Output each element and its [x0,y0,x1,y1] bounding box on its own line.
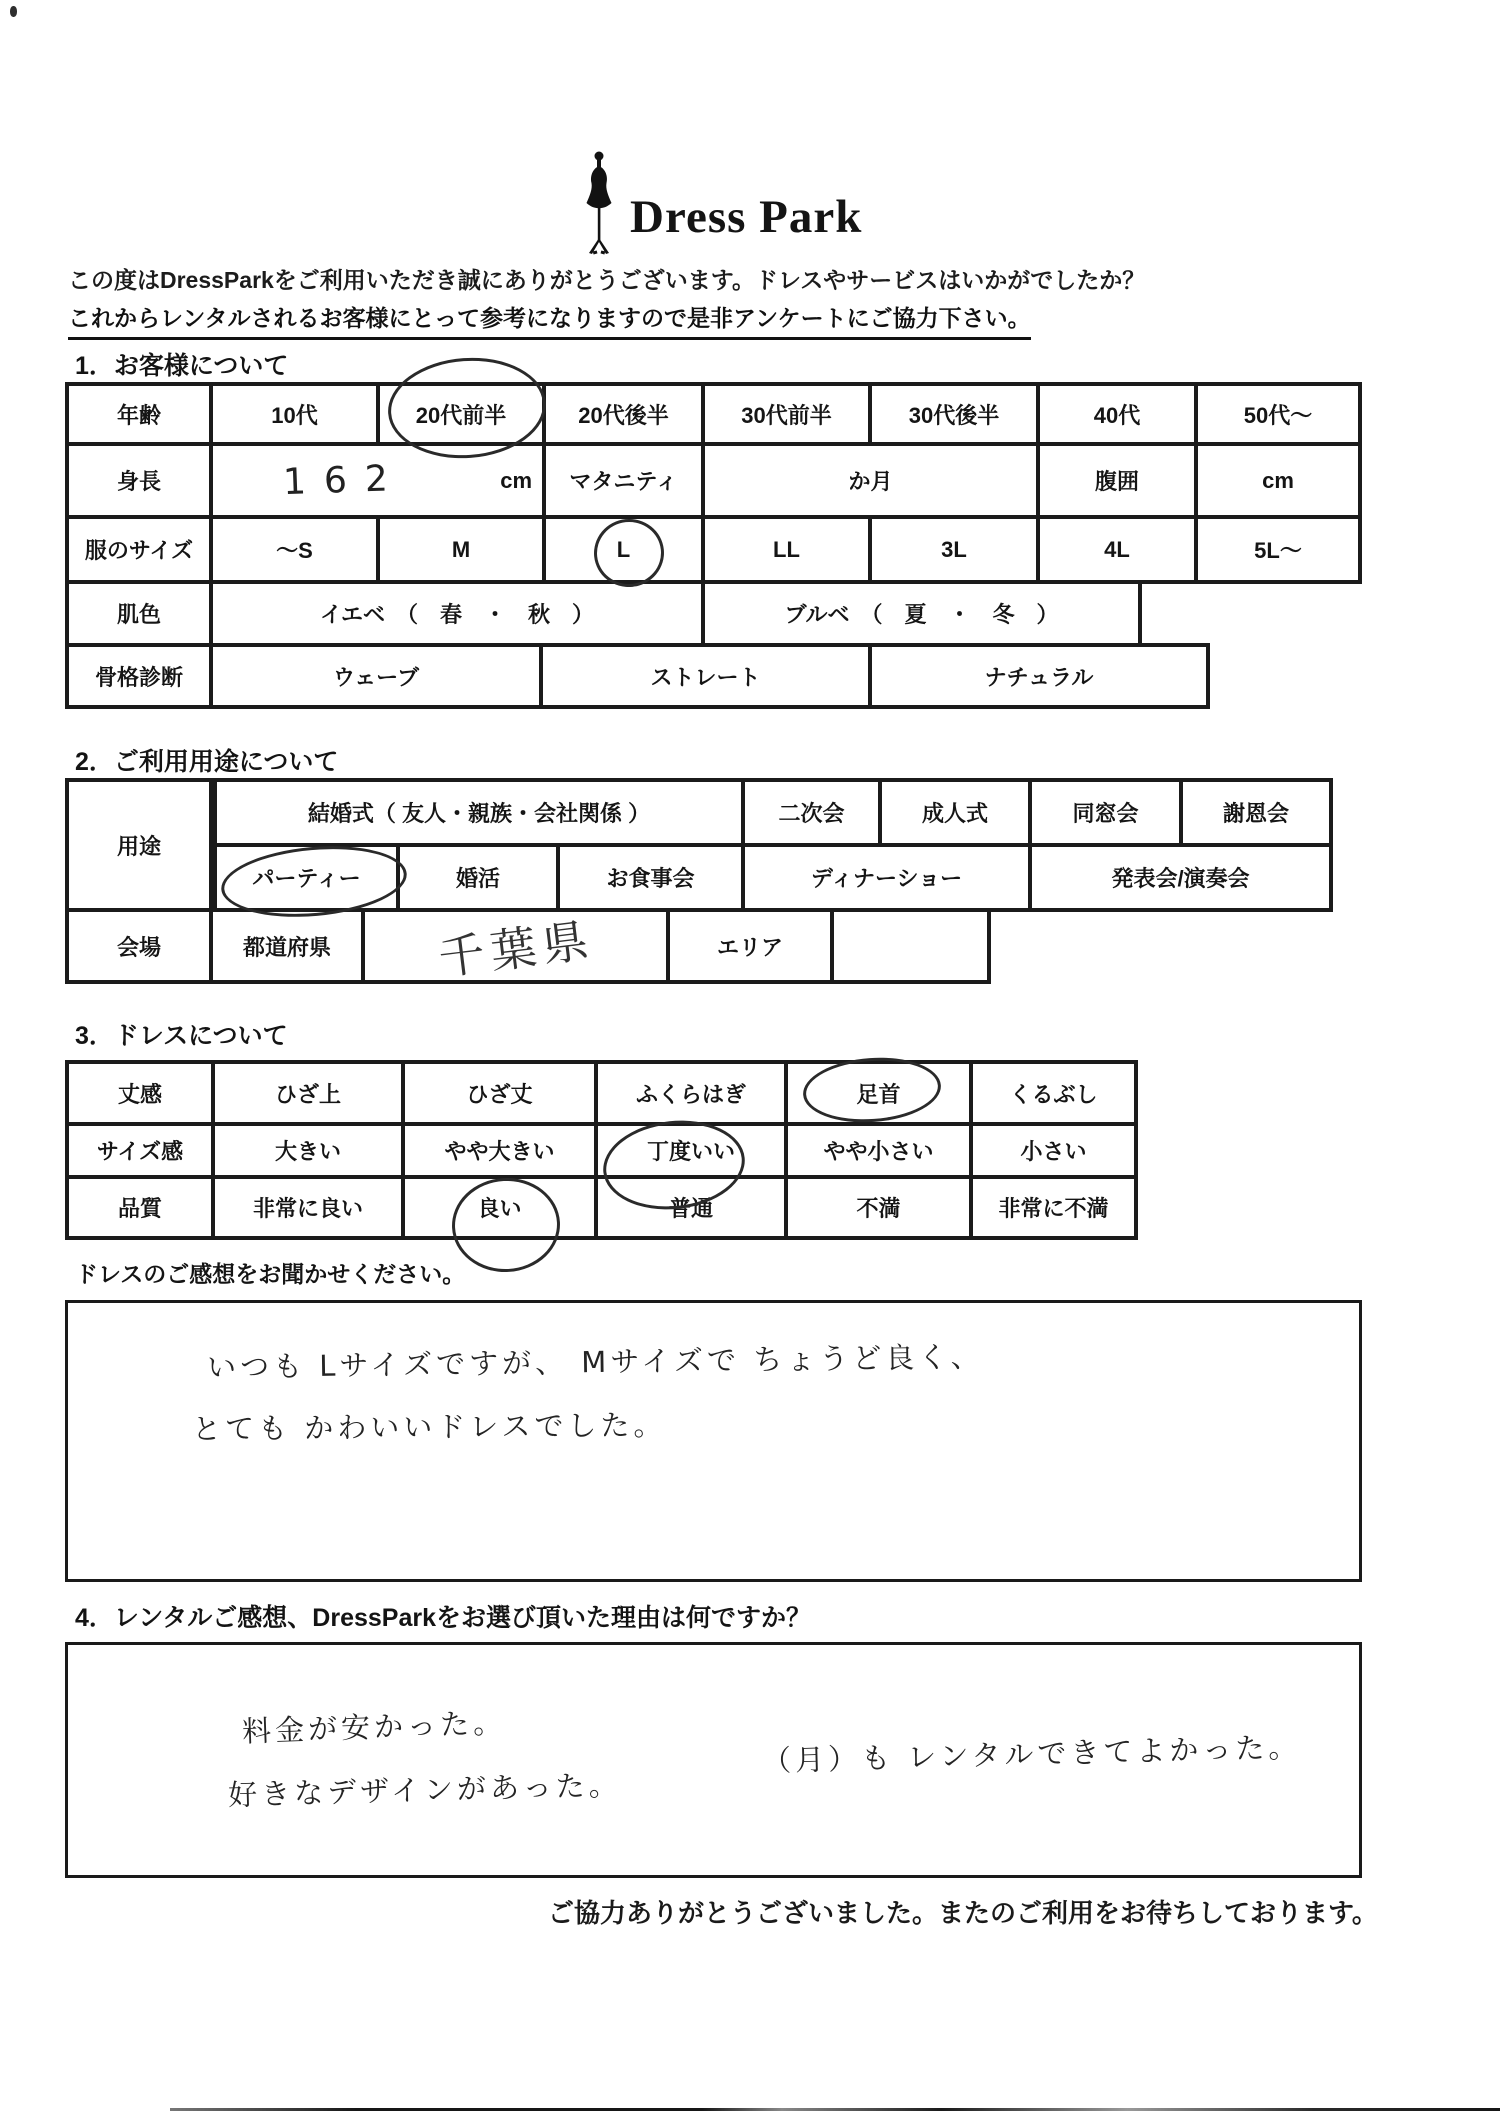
handwritten-height-value: 162 [282,457,407,504]
size-option-cell: M [380,515,546,584]
handwritten-comment-line2: とても かわいいドレスでした。 [191,1407,667,1447]
purpose-option-cell: ディナーショー [745,843,1032,912]
fit-option-cell: やや小さい [788,1122,973,1179]
quality-option-cell: 非常に不満 [973,1175,1138,1240]
skin-option-blue: ブルベ （ 夏 ・ 冬 ） [705,580,1142,647]
handwritten-prefecture: 千葉県 [435,912,597,986]
skin-row [65,580,1142,647]
height-unit: cm [500,467,532,493]
length-option-cell: 足首 [788,1060,973,1126]
purpose-option-cell: パーティー [213,843,400,912]
prefecture-label: 都道府県 [213,908,365,984]
quality-option-cell: 不満 [788,1175,973,1240]
length-label: 丈感 [65,1060,215,1126]
fit-option-cell: 丁度いい [598,1122,788,1179]
handwritten-reason-line3: （月）も レンタルできてよかった。 [761,1729,1302,1779]
purpose-option-cell: 婚活 [400,843,560,912]
brand-name: Dress Park [630,191,863,243]
quality-label: 品質 [65,1175,215,1240]
section2-title: 2．ご利用用途について [75,748,339,776]
purpose-row-1 [213,778,1333,847]
waist-unit-label: cm [1198,442,1362,519]
quality-option-cell: 非常に良い [215,1175,405,1240]
size-option-cell: 4L [1040,515,1198,584]
age-option-cell: 40代 [1040,382,1198,446]
skin-label: 肌色 [65,580,213,647]
age-option-cell: 20代前半 [380,382,546,446]
age-label: 年齢 [65,382,213,446]
fit-option-cell: 小さい [973,1122,1138,1179]
comment-prompt: ドレスのご感想をお聞かせください。 [75,1261,466,1287]
handwritten-reason-line2: 好きなデザインがあった。 [227,1767,623,1813]
waist-label: 腹囲 [1040,442,1198,519]
size-row [65,515,1362,584]
footer-thanks: ご協力ありがとうございました。またのご利用をお待ちしております。 [548,1898,1378,1928]
purpose-option-cell: 発表会/演奏会 [1032,843,1333,912]
dress-form-icon [578,150,620,258]
size-option-cell: L [546,515,705,584]
brand-logo [578,150,862,258]
frame-option-cell: ストレート [543,643,872,709]
length-option-cell: くるぶし [973,1060,1138,1126]
size-option-cell: 5L～ [1198,515,1362,584]
area-value-cell [834,908,991,984]
purpose-label: 用途 [65,778,213,912]
age-option-cell: 20代後半 [546,382,705,446]
fit-label: サイズ感 [65,1122,215,1179]
size-label: 服のサイズ [65,515,213,584]
intro-text: この度はDressParkをご利用いただき誠にありがとうございます。ドレスやサービスはいかがでしたか？ [68,267,1146,293]
venue-label: 会場 [65,908,213,984]
frame-row [65,643,1210,709]
length-option-cell: ふくらはぎ [598,1060,788,1126]
maternity-months-label: か月 [705,442,1040,519]
purpose-option-cell: 結婚式（ 友人・親族・会社関係 ） [213,778,745,847]
prefecture-value-cell [365,908,670,984]
size-option-cell: LL [705,515,872,584]
area-label: エリア [670,908,834,984]
purpose-option-cell: 同窓会 [1032,778,1183,847]
section1-title: 1．お客様について [75,352,289,380]
age-option-cell: 50代～ [1198,382,1362,446]
maternity-label: マタニティ [546,442,705,519]
age-option-cell: 10代 [213,382,380,446]
height-label: 身長 [65,442,213,519]
scan-artifact-dot [10,6,17,17]
quality-option-cell: 良い [405,1175,598,1240]
size-option-cell: ～S [213,515,380,584]
section3-title: 3．ドレスについて [75,1022,288,1050]
purpose-option-cell: お食事会 [560,843,745,912]
dress-fit-row [65,1122,1138,1179]
skin-option-yellow: イエベ （ 春 ・ 秋 ） [213,580,705,647]
age-option-cell: 30代前半 [705,382,872,446]
section4-title: 4．レンタルご感想、DressParkをお選び頂いた理由は何ですか？ [75,1604,811,1632]
purpose-option-cell: 成人式 [882,778,1032,847]
intro-underlined-text: これからレンタルされるお客様にとって参考になりますので是非アンケートにご協力下さい。 [68,300,1031,340]
height-value-cell [213,442,546,519]
quality-option-cell: 普通 [598,1175,788,1240]
size-option-cell: 3L [872,515,1040,584]
height-row [65,442,1362,519]
fit-option-cell: やや大きい [405,1122,598,1179]
scan-artifact-line [170,2108,1500,2111]
dress-length-row [65,1060,1138,1126]
venue-row [65,908,991,984]
frame-option-cell: ウェーブ [213,643,543,709]
purpose-option-cell: 二次会 [745,778,882,847]
length-option-cell: ひざ丈 [405,1060,598,1126]
purpose-option-cell: 謝恩会 [1183,778,1333,847]
frame-label: 骨格診断 [65,643,213,709]
dress-quality-row [65,1175,1138,1240]
handwritten-comment-line1: いつも Lサイズですが、 Mサイズで ちょうど良く、 [206,1339,984,1385]
age-option-cell: 30代後半 [872,382,1040,446]
frame-option-cell: ナチュラル [872,643,1210,709]
age-row [65,382,1362,446]
length-option-cell: ひざ上 [215,1060,405,1126]
handwritten-reason-line1: 料金が安かった。 [241,1705,507,1749]
fit-option-cell: 大きい [215,1122,405,1179]
